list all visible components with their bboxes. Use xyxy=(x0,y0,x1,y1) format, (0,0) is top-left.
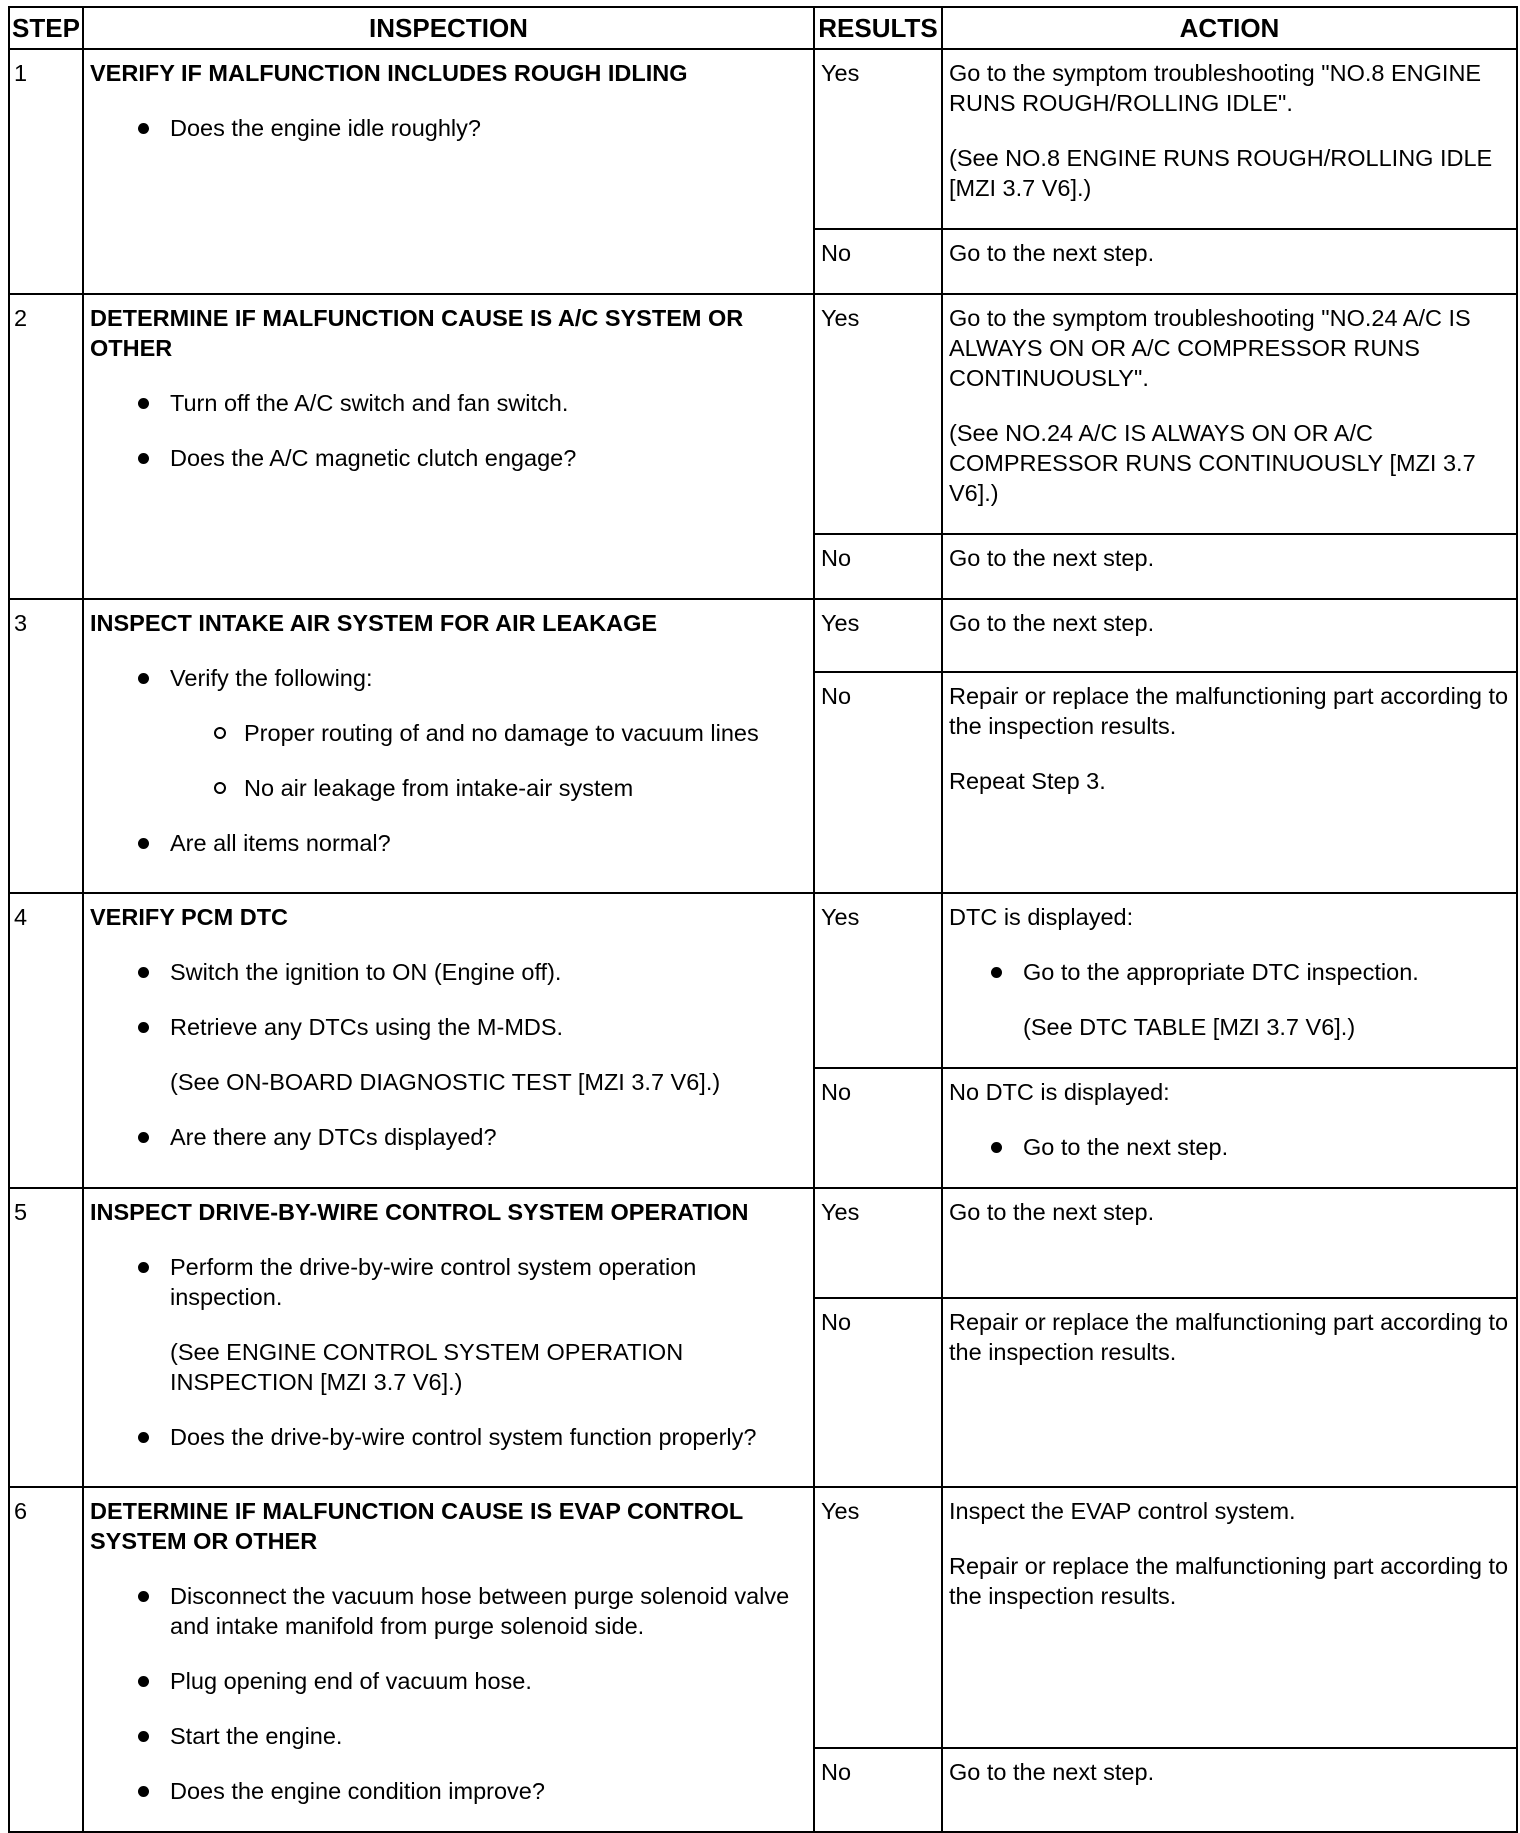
action-reference: (See NO.8 ENGINE RUNS ROUGH/ROLLING IDLE [MZI 3.7 V6].) xyxy=(949,145,1493,201)
action-bullet: Go to the next step. xyxy=(949,1132,1510,1162)
action-yes xyxy=(942,49,1517,229)
inspection-cell xyxy=(83,599,814,893)
table-row-step-6 xyxy=(9,1487,1517,1748)
result-no: No xyxy=(814,229,942,294)
result-no: No xyxy=(814,534,942,599)
inspection-cell xyxy=(83,49,814,294)
action-bullet: Go to the appropriate DTC inspection. xyxy=(949,957,1510,987)
inspection-bullet: Retrieve any DTCs using the M-MDS. xyxy=(90,1012,805,1042)
inspection-bullet: Disconnect the vacuum hose between purge solenoid valve and intake manifold from purge solenoid side. xyxy=(90,1581,805,1641)
result-yes: Yes xyxy=(814,1188,942,1298)
inspection-reference: (See ON-BOARD DIAGNOSTIC TEST [MZI 3.7 V6].) xyxy=(170,1069,721,1095)
action-no xyxy=(942,1298,1517,1487)
troubleshooting-table-wrapper xyxy=(8,6,1516,1833)
action-yes xyxy=(942,893,1517,1068)
header-action: ACTION xyxy=(942,7,1517,49)
inspection-sub-bullet: Proper routing of and no damage to vacuum lines xyxy=(90,718,805,748)
troubleshooting-table xyxy=(8,6,1518,1833)
inspection-sub-bullet: No air leakage from intake-air system xyxy=(90,773,805,803)
action-no xyxy=(942,672,1517,893)
result-yes: Yes xyxy=(814,1487,942,1748)
result-no: No xyxy=(814,1298,942,1487)
inspection-bullet: Switch the ignition to ON (Engine off). xyxy=(90,957,805,987)
inspection-title: DETERMINE IF MALFUNCTION CAUSE IS A/C SYSTEM OR OTHER xyxy=(90,305,744,361)
inspection-cell xyxy=(83,1188,814,1487)
action-text: DTC is displayed: xyxy=(949,904,1134,930)
header-step: STEP xyxy=(9,7,83,49)
inspection-cell xyxy=(83,893,814,1188)
action-reference: (See NO.24 A/C IS ALWAYS ON OR A/C COMPRESSOR RUNS CONTINUOUSLY [MZI 3.7 V6].) xyxy=(949,420,1476,506)
result-yes: Yes xyxy=(814,893,942,1068)
step-number: 2 xyxy=(9,294,83,599)
inspection-title: INSPECT INTAKE AIR SYSTEM FOR AIR LEAKAGE xyxy=(90,610,658,636)
action-text: Repair or replace the malfunctioning part according to the inspection results. xyxy=(949,1309,1509,1365)
inspection-bullet: Perform the drive-by-wire control system operation inspection. xyxy=(90,1252,805,1312)
table-row-step-2 xyxy=(9,294,1517,534)
action-text: Go to the next step. xyxy=(949,610,1155,636)
action-text: Repeat Step 3. xyxy=(949,768,1106,794)
inspection-title: DETERMINE IF MALFUNCTION CAUSE IS EVAP CONTROL SYSTEM OR OTHER xyxy=(90,1498,743,1554)
table-row-step-1 xyxy=(9,49,1517,229)
action-no xyxy=(942,229,1517,294)
action-text: Repair or replace the malfunctioning part according to the inspection results. xyxy=(949,683,1509,739)
inspection-bullet: Start the engine. xyxy=(90,1721,805,1751)
table-header-row xyxy=(9,7,1517,49)
header-results: RESULTS xyxy=(814,7,942,49)
action-text: Go to the next step. xyxy=(949,1199,1155,1225)
inspection-title: VERIFY PCM DTC xyxy=(90,904,289,930)
inspection-bullet: Are there any DTCs displayed? xyxy=(90,1122,805,1152)
step-number: 3 xyxy=(9,599,83,893)
inspection-bullet: Are all items normal? xyxy=(90,828,805,858)
inspection-bullet: Verify the following: xyxy=(90,663,805,693)
header-inspection: INSPECTION xyxy=(83,7,814,49)
action-yes xyxy=(942,294,1517,534)
inspection-bullet: Turn off the A/C switch and fan switch. xyxy=(90,388,805,418)
action-yes xyxy=(942,1188,1517,1298)
action-text: Go to the symptom troubleshooting "NO.24 A/C IS ALWAYS ON OR A/C COMPRESSOR RUNS CONTINUOUSLY". xyxy=(949,305,1471,391)
action-no xyxy=(942,1748,1517,1832)
inspection-bullet: Plug opening end of vacuum hose. xyxy=(90,1666,805,1696)
inspection-title: INSPECT DRIVE-BY-WIRE CONTROL SYSTEM OPERATION xyxy=(90,1199,749,1225)
result-yes: Yes xyxy=(814,599,942,672)
action-yes xyxy=(942,1487,1517,1748)
action-text: Go to the next step. xyxy=(949,545,1155,571)
action-yes xyxy=(942,599,1517,672)
action-no xyxy=(942,1068,1517,1188)
inspection-reference: (See ENGINE CONTROL SYSTEM OPERATION INSPECTION [MZI 3.7 V6].) xyxy=(170,1339,684,1395)
action-text: No DTC is displayed: xyxy=(949,1079,1170,1105)
action-text: Go to the next step. xyxy=(949,1758,1155,1785)
inspection-cell xyxy=(83,1487,814,1832)
inspection-cell xyxy=(83,294,814,599)
step-number: 4 xyxy=(9,893,83,1188)
action-text: Go to the symptom troubleshooting "NO.8 ENGINE RUNS ROUGH/ROLLING IDLE". xyxy=(949,60,1482,116)
table-row-step-3 xyxy=(9,599,1517,672)
inspection-title: VERIFY IF MALFUNCTION INCLUDES ROUGH IDLING xyxy=(90,60,688,86)
table-row-step-4 xyxy=(9,893,1517,1068)
action-text: Go to the next step. xyxy=(949,240,1155,266)
result-yes: Yes xyxy=(814,294,942,534)
inspection-bullet: Does the drive-by-wire control system function properly? xyxy=(90,1422,805,1452)
step-number: 1 xyxy=(9,49,83,294)
action-no xyxy=(942,534,1517,599)
table-row-step-5 xyxy=(9,1188,1517,1298)
result-no: No xyxy=(814,672,942,893)
action-text: Inspect the EVAP control system. xyxy=(949,1498,1296,1524)
action-text: Repair or replace the malfunctioning part according to the inspection results. xyxy=(949,1553,1509,1609)
action-reference: (See DTC TABLE [MZI 3.7 V6].) xyxy=(1023,1014,1356,1040)
result-no: No xyxy=(814,1068,942,1188)
result-yes: Yes xyxy=(814,49,942,229)
step-number: 5 xyxy=(9,1188,83,1487)
result-no: No xyxy=(814,1748,942,1832)
inspection-bullet: Does the engine condition improve? xyxy=(90,1776,805,1806)
inspection-bullet: Does the A/C magnetic clutch engage? xyxy=(90,443,805,473)
step-number: 6 xyxy=(9,1487,83,1832)
inspection-bullet: Does the engine idle roughly? xyxy=(90,113,805,143)
